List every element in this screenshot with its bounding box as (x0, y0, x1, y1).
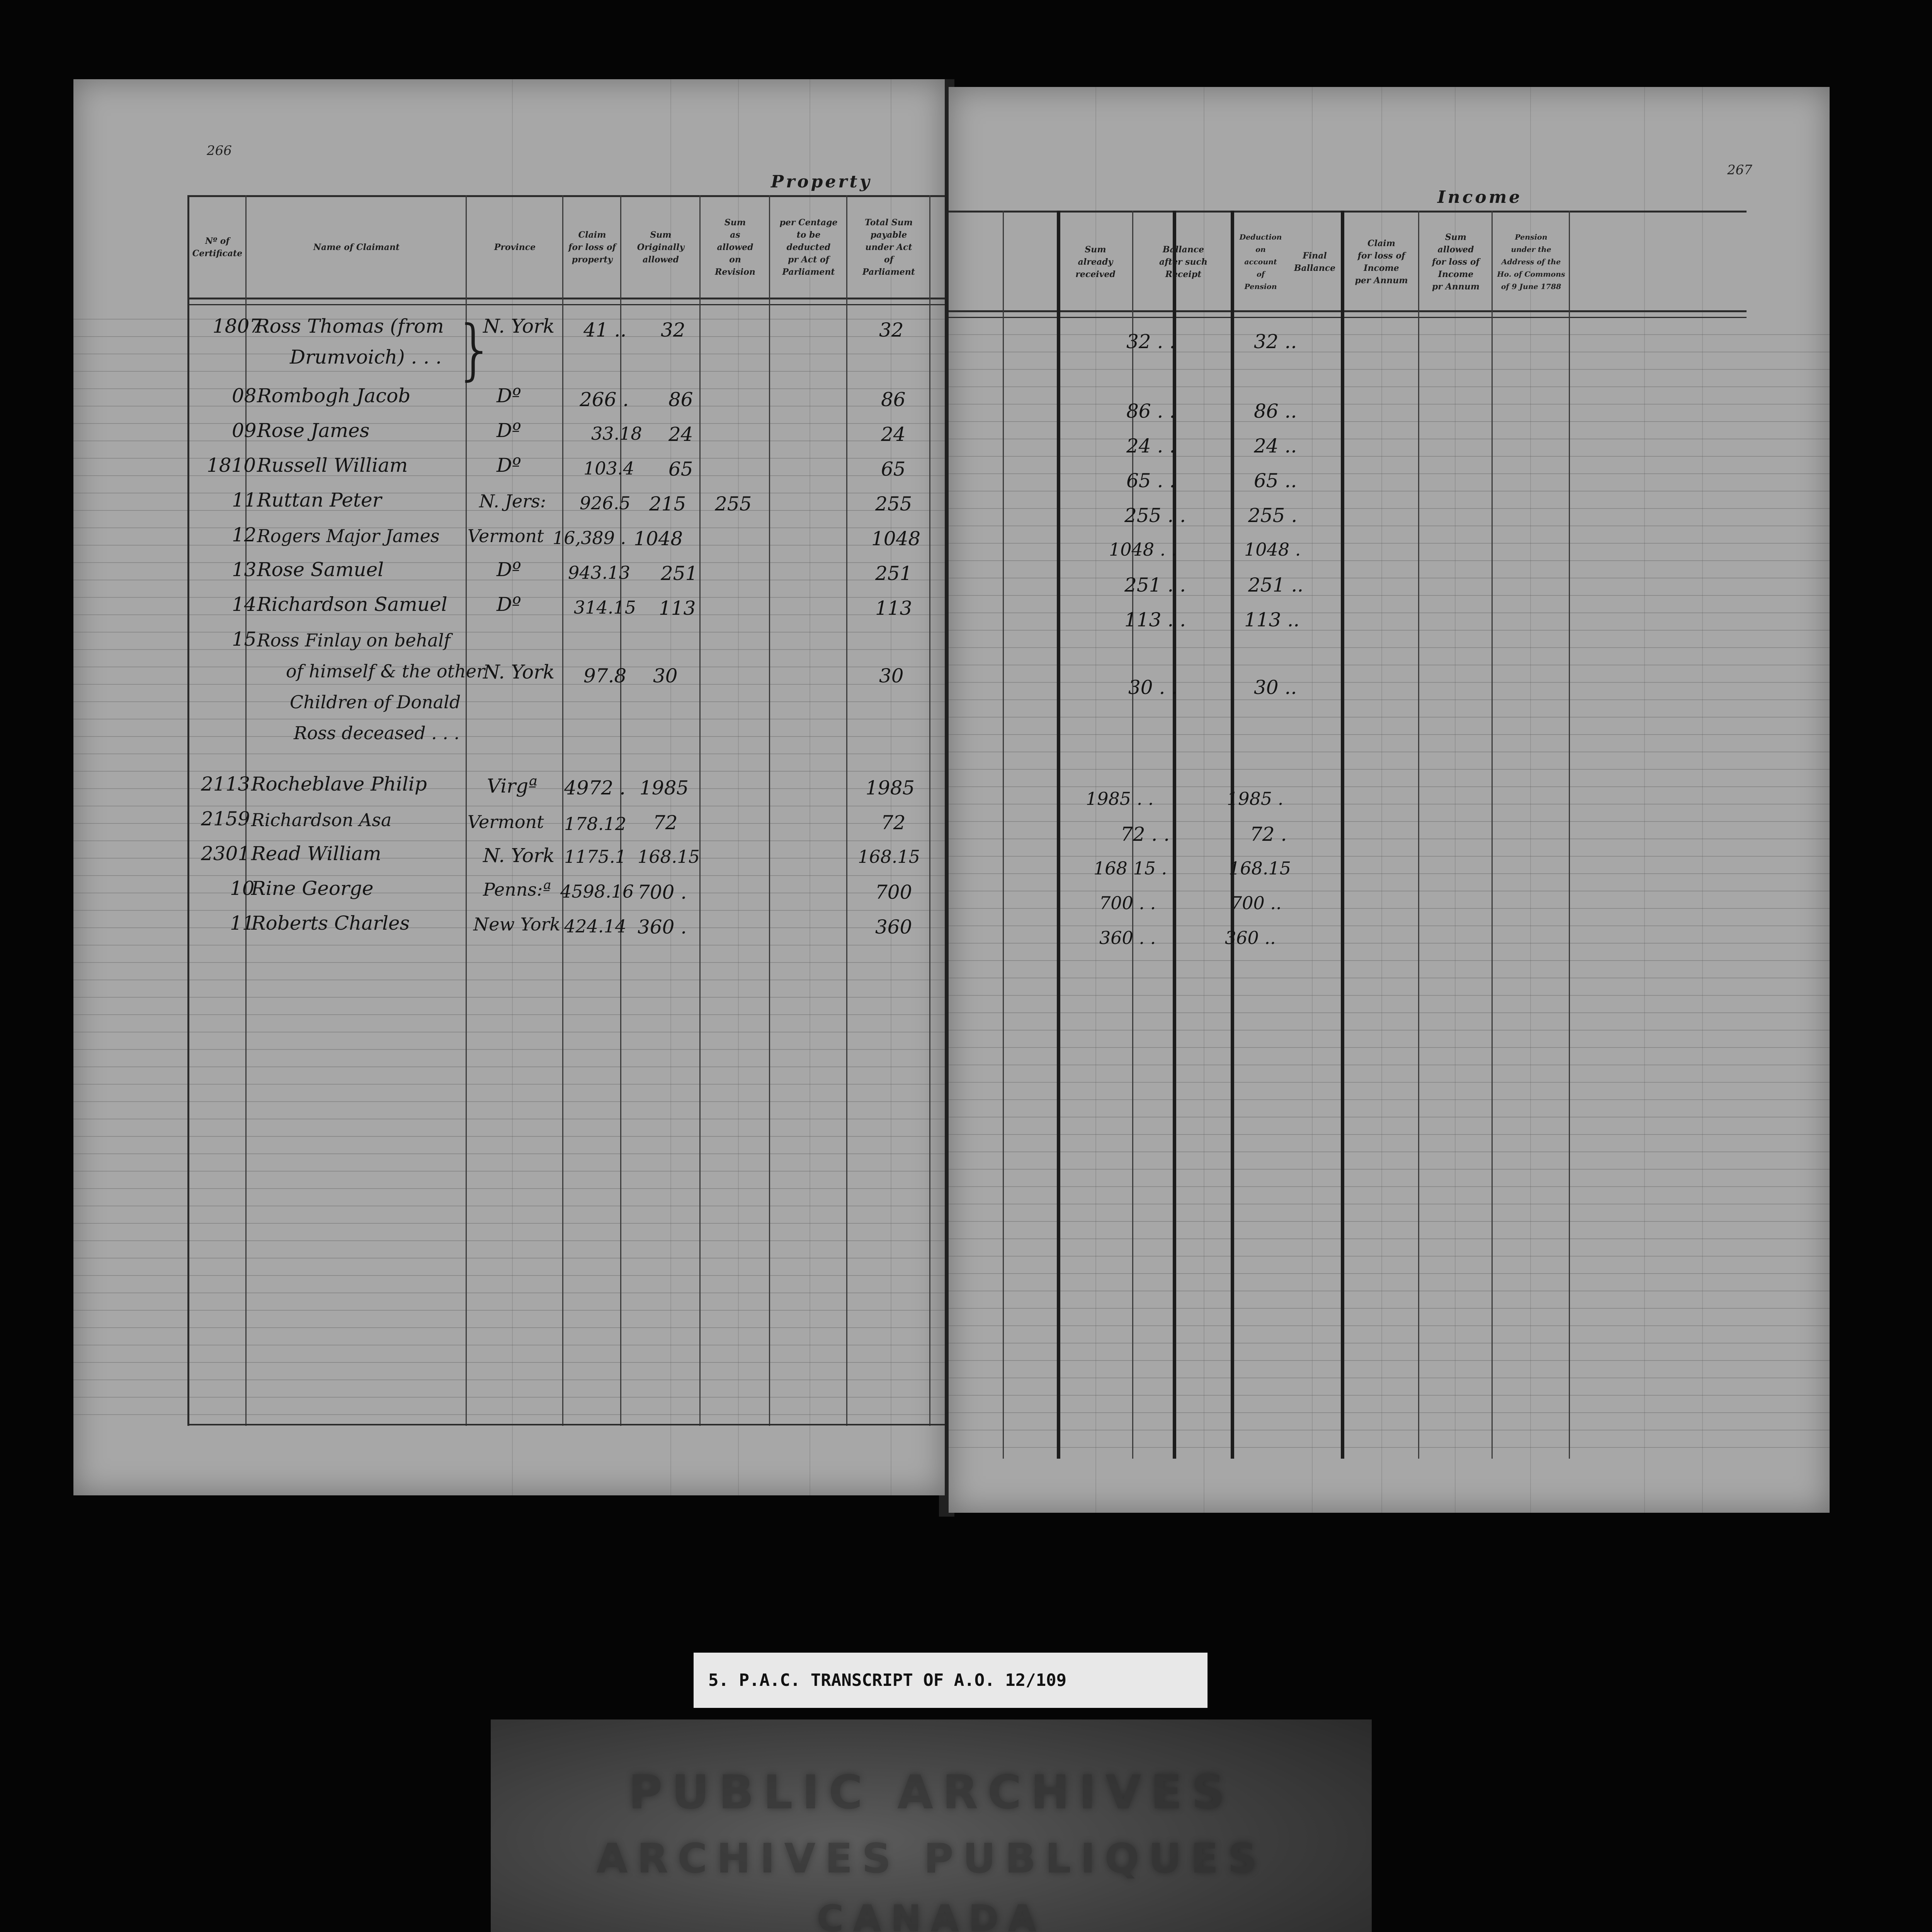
page-number-left: 266 (207, 143, 232, 158)
col-rule (620, 195, 621, 1426)
province: Vermont (468, 811, 544, 832)
bracket-mark: } (454, 311, 496, 388)
total-value: 32 (879, 319, 904, 341)
province: Penns:ª (483, 879, 551, 900)
ruled-line (949, 491, 1830, 492)
col-header-province: Province (494, 242, 536, 252)
section-title-income: Income (1437, 187, 1522, 207)
header-double-rule (189, 304, 945, 305)
col-rule (929, 195, 930, 1426)
ruled-line (73, 736, 945, 737)
claim-value: 97.8 (583, 665, 627, 687)
ruled-line (73, 1153, 945, 1154)
balance-value: 24 . . (1126, 435, 1176, 457)
ruled-line (73, 1310, 945, 1311)
col-rule (1492, 211, 1493, 1459)
final-balance-value: 65 .. (1254, 469, 1297, 492)
col-rule (699, 195, 701, 1426)
claimant-name: Ross Finlay on behalf (257, 630, 451, 651)
ledger-bottom-rule (187, 1424, 945, 1425)
col-header-pension-address: Pension under the Address of the Ho. of Commons of 9 June 1788 (1497, 233, 1565, 291)
final-balance-value: 72 . (1250, 823, 1287, 845)
ruled-line (949, 821, 1830, 822)
col-rule (187, 195, 189, 1426)
final-balance-value: 24 .. (1254, 435, 1297, 457)
ruled-line (949, 456, 1830, 457)
final-balance-value: 1048 . (1244, 539, 1301, 560)
ruled-line (949, 1360, 1830, 1361)
claim-value: 103.4 (583, 458, 634, 479)
allowed-value: 113 (659, 597, 696, 619)
ruled-line (73, 1188, 945, 1189)
ruled-line (73, 1275, 945, 1276)
col-rule-heavy (1057, 211, 1060, 1459)
cert-number: 12 (232, 524, 257, 546)
claimant-name: Roberts Charles (251, 912, 410, 934)
ruled-line (73, 1258, 945, 1259)
ruled-line (73, 840, 945, 841)
total-value: 86 (881, 388, 906, 411)
allowed-value: 72 (653, 811, 678, 834)
ruled-line (73, 1049, 945, 1050)
claim-value: 926.5 (580, 493, 631, 514)
ruled-line (949, 786, 1830, 787)
ruled-line (949, 925, 1830, 926)
claim-value: 4598.16 (560, 881, 634, 902)
claimant-name-continued: Ross deceased . . . (294, 723, 460, 743)
claim-value: 4972 . (564, 777, 626, 799)
col-rule-heavy (1231, 211, 1234, 1459)
balance-value: 700 . . (1099, 893, 1156, 913)
stamp-line: PUBLIC ARCHIVES (628, 1765, 1234, 1820)
col-rule (769, 195, 770, 1426)
total-value: 700 (875, 881, 912, 903)
total-value: 360 (875, 916, 912, 938)
province: N. York (483, 661, 555, 683)
stamp-line: ARCHIVES PUBLIQUES (596, 1835, 1266, 1882)
ruled-line (73, 684, 945, 685)
total-value: 65 (881, 458, 906, 480)
claimant-name: Read William (251, 842, 381, 865)
balance-value: 113 . . (1124, 609, 1186, 631)
ruled-line (949, 769, 1830, 770)
balance-value: 1048 . . (1109, 539, 1177, 560)
final-balance-value: 1985 . (1227, 788, 1284, 809)
ruled-line (949, 647, 1830, 648)
final-balance-value: 360 .. (1225, 927, 1276, 948)
col-rule (846, 195, 847, 1426)
col-header-claim: Claim for loss of property (568, 230, 616, 265)
balance-value: 86 . . (1126, 400, 1176, 422)
col-header-claimant: Name of Claimant (313, 242, 400, 252)
final-balance-value: 251 .. (1248, 574, 1304, 596)
final-balance-value: 168.15 (1229, 858, 1291, 879)
claimant-name: Richardson Asa (251, 810, 392, 830)
ruled-line (949, 1030, 1830, 1031)
ruled-line (949, 1151, 1830, 1152)
allowed-value: 168.15 (638, 846, 700, 867)
final-balance-value: 700 .. (1231, 893, 1282, 913)
claim-value: 314.15 (574, 597, 636, 618)
allowed-value: 65 (668, 458, 693, 480)
ruled-line (73, 1014, 945, 1015)
col-header-originally-allowed: Sum Originally allowed (637, 230, 685, 265)
ruled-line (73, 1362, 945, 1363)
cert-number: 2301 (201, 842, 250, 865)
claimant-name: Rose Samuel (257, 558, 384, 581)
col-header-certificate: Nº of Certificate (192, 236, 243, 259)
ruled-line (73, 910, 945, 911)
ruled-line (949, 943, 1830, 944)
ruled-column-line (1644, 87, 1645, 1513)
ruled-line (949, 717, 1830, 718)
col-header-pension-deduction: Deduction on account of Pension (1239, 233, 1282, 291)
final-balance-value: 255 . (1248, 504, 1298, 527)
total-value: 168.15 (858, 846, 920, 867)
ruled-line (73, 1379, 945, 1380)
province: N. York (483, 844, 555, 867)
province: Dº (497, 454, 521, 476)
ruled-line (73, 1084, 945, 1085)
province: Vermont (468, 526, 544, 546)
final-balance-value: 30 .. (1254, 676, 1297, 699)
claimant-name: Richardson Samuel (257, 593, 447, 616)
ruled-line (73, 1240, 945, 1241)
claimant-name: Rose James (257, 419, 370, 442)
claim-value: 178.12 (564, 813, 626, 834)
balance-value: 251 . . (1124, 574, 1186, 596)
header-double-rule (949, 317, 1747, 318)
cert-number: 2159 (201, 808, 250, 830)
ruled-line (949, 734, 1830, 735)
province: N. York (483, 315, 555, 337)
header-bottom-rule (189, 298, 945, 299)
ruled-line (949, 334, 1830, 335)
page-number-right: 267 (1727, 162, 1752, 178)
header-bottom-rule (949, 310, 1747, 312)
ruled-line (949, 1047, 1830, 1048)
ruled-column-line (1702, 87, 1703, 1513)
total-value: 251 (875, 562, 912, 585)
right-ledger-page (949, 87, 1830, 1513)
ruled-line (949, 682, 1830, 683)
cert-number: 11 (232, 489, 257, 511)
col-header-percentage: per Centage to be deducted pr Act of Parliament (779, 218, 838, 277)
ruled-line (949, 1169, 1830, 1170)
ruled-line (949, 1256, 1830, 1257)
ruled-line (949, 1395, 1830, 1396)
claimant-name-continued: of himself & the other (286, 661, 485, 682)
balance-value: 30 . . (1128, 676, 1178, 699)
allowed-value: 86 (668, 388, 693, 411)
claim-value: 424.14 (564, 916, 626, 937)
total-value: 255 (875, 493, 912, 515)
cert-number: 13 (232, 558, 257, 581)
ruled-line (949, 630, 1830, 631)
claimant-name: Ross Thomas (from (255, 315, 444, 337)
balance-value: 1985 . . (1086, 788, 1154, 809)
ruled-line (73, 771, 945, 772)
ruled-line (73, 1223, 945, 1224)
ruled-line (949, 1447, 1830, 1448)
allowed-value: 1985 (639, 777, 689, 799)
col-rule-heavy (1341, 211, 1344, 1459)
archive-stamp (491, 1719, 1372, 1932)
ruled-line (949, 1343, 1830, 1344)
col-header-income-claim: Claim for loss of Income per Annum (1355, 238, 1408, 286)
claimant-name: Rocheblave Philip (251, 773, 427, 795)
cert-number: 11 (230, 912, 255, 934)
balance-value: 65 . . (1126, 469, 1176, 492)
cert-number: 10 (230, 877, 255, 900)
ruled-line (73, 1136, 945, 1137)
final-balance-value: 113 .. (1244, 609, 1300, 631)
ruled-line (73, 997, 945, 998)
ruled-line (949, 543, 1830, 544)
ruled-line (949, 1186, 1830, 1187)
allowed-value: 251 (661, 562, 698, 585)
col-rule (1569, 211, 1570, 1459)
total-value: 24 (881, 423, 906, 446)
cert-number: 09 (232, 419, 257, 442)
province: New York (473, 914, 561, 935)
balance-value: 255 . . (1124, 504, 1186, 527)
ruled-line (949, 421, 1830, 422)
transcript-label: 5. P.A.C. TRANSCRIPT OF A.O. 12/109 (694, 1653, 1208, 1708)
ruled-line (949, 1308, 1830, 1309)
col-rule-heavy (1173, 211, 1176, 1459)
ruled-line (949, 995, 1830, 996)
ruled-line (73, 875, 945, 876)
ruled-line (949, 595, 1830, 596)
total-value: 1985 (866, 777, 915, 799)
col-header-balance-after-receipt: Ballance after such Receipt (1159, 244, 1208, 279)
province: Dº (497, 593, 521, 616)
ruled-line (949, 838, 1830, 839)
section-title-property: Property (771, 172, 872, 192)
ruled-line (73, 1171, 945, 1172)
claim-value: 266 . (580, 388, 629, 411)
ruled-line (73, 371, 945, 372)
allowed-value: 30 (653, 665, 678, 687)
allowed-value: 360 . (638, 916, 687, 938)
province: N. Jers: (479, 491, 546, 512)
allowed-value: 24 (668, 423, 693, 446)
claimant-name: Rine George (251, 877, 374, 900)
balance-value: 360 . . (1099, 927, 1156, 948)
ruled-line (949, 386, 1830, 387)
ruled-line (949, 1221, 1830, 1222)
claim-value: 16,389 . (553, 527, 626, 548)
ruled-line (949, 1134, 1830, 1135)
balance-value: 168 15 . (1094, 858, 1167, 879)
balance-value: 72 . . (1121, 823, 1170, 845)
ruled-line (949, 856, 1830, 857)
cert-number: 2113 (201, 773, 250, 795)
col-rule (562, 195, 563, 1426)
ruled-line (949, 699, 1830, 700)
ruled-line (73, 632, 945, 633)
ruled-line (73, 649, 945, 650)
claimant-name-continued: Drumvoich) . . . (290, 346, 442, 368)
ruled-line (949, 1325, 1830, 1326)
claimant-name: Rombogh Jacob (257, 384, 411, 407)
ruled-line (949, 1273, 1830, 1274)
col-header-total: Total Sum payable under Act of Parliament (862, 218, 915, 277)
ruled-line (949, 960, 1830, 961)
allowed-value: 1048 (634, 527, 683, 550)
province: Dº (497, 384, 521, 407)
col-header-revision: Sum as allowed on Revision (715, 218, 755, 277)
total-value: 72 (881, 811, 906, 834)
ruled-line (949, 873, 1830, 874)
province: Virgª (487, 775, 537, 797)
ruled-line (949, 1012, 1830, 1013)
allowed-value: 215 (649, 493, 686, 515)
ruled-line (73, 945, 945, 946)
claim-value: 943.13 (568, 562, 630, 583)
ruled-line (949, 508, 1830, 509)
ruled-line (73, 962, 945, 963)
col-rule (1418, 211, 1419, 1459)
col-header-final-balance: Final Ballance (1294, 250, 1336, 273)
cert-number: 1810 (207, 454, 256, 476)
col-header-income-allowed: Sum allowed for loss of Income pr Annum (1432, 232, 1480, 292)
ruled-line (73, 1397, 945, 1398)
ruled-line (73, 753, 945, 754)
ruled-line (949, 560, 1830, 561)
balance-value: 32 . . (1126, 330, 1176, 353)
final-balance-value: 32 .. (1254, 330, 1297, 353)
cert-number: 15 (232, 628, 257, 650)
col-header-already-received: Sum already received (1075, 244, 1116, 279)
ruled-line (73, 1327, 945, 1328)
ruled-line (949, 1238, 1830, 1239)
header-top-rule (949, 211, 1747, 213)
ruled-line (949, 404, 1830, 405)
claim-value: 1175.1 (564, 846, 626, 867)
ruled-line (949, 473, 1830, 474)
province: Dº (497, 558, 521, 581)
left-ledger-page (73, 79, 945, 1495)
cert-number: 1807 (213, 315, 262, 337)
ruled-line (949, 612, 1830, 613)
allowed-value: 32 (661, 319, 685, 341)
header-top-rule (189, 195, 945, 197)
ruled-line (949, 369, 1830, 370)
total-value: 113 (875, 597, 912, 619)
claim-value: 41 .. (583, 319, 627, 341)
ruled-line (949, 1099, 1830, 1100)
ruled-line (73, 701, 945, 702)
ruled-line (949, 1082, 1830, 1083)
cert-number: 08 (232, 384, 257, 407)
claim-value: 33.18 (591, 423, 642, 444)
ruled-line (73, 1414, 945, 1415)
allowed-value: 700 . (638, 881, 687, 903)
province: Dº (497, 419, 521, 442)
ruled-line (73, 1066, 945, 1067)
total-value: 30 (879, 665, 904, 687)
cert-number: 14 (232, 593, 257, 616)
ruled-line (949, 908, 1830, 909)
revision-value: 255 (715, 493, 752, 515)
ruled-line (73, 1101, 945, 1102)
claimant-name: Rogers Major James (257, 526, 440, 546)
claimant-name: Russell William (257, 454, 408, 476)
claimant-name-continued: Children of Donald (290, 692, 461, 713)
stamp-line: CANADA (816, 1897, 1046, 1932)
col-rule (1003, 211, 1004, 1459)
final-balance-value: 86 .. (1254, 400, 1297, 422)
claimant-name: Ruttan Peter (257, 489, 382, 511)
total-value: 1048 (871, 527, 921, 550)
ruled-line (949, 1412, 1830, 1413)
